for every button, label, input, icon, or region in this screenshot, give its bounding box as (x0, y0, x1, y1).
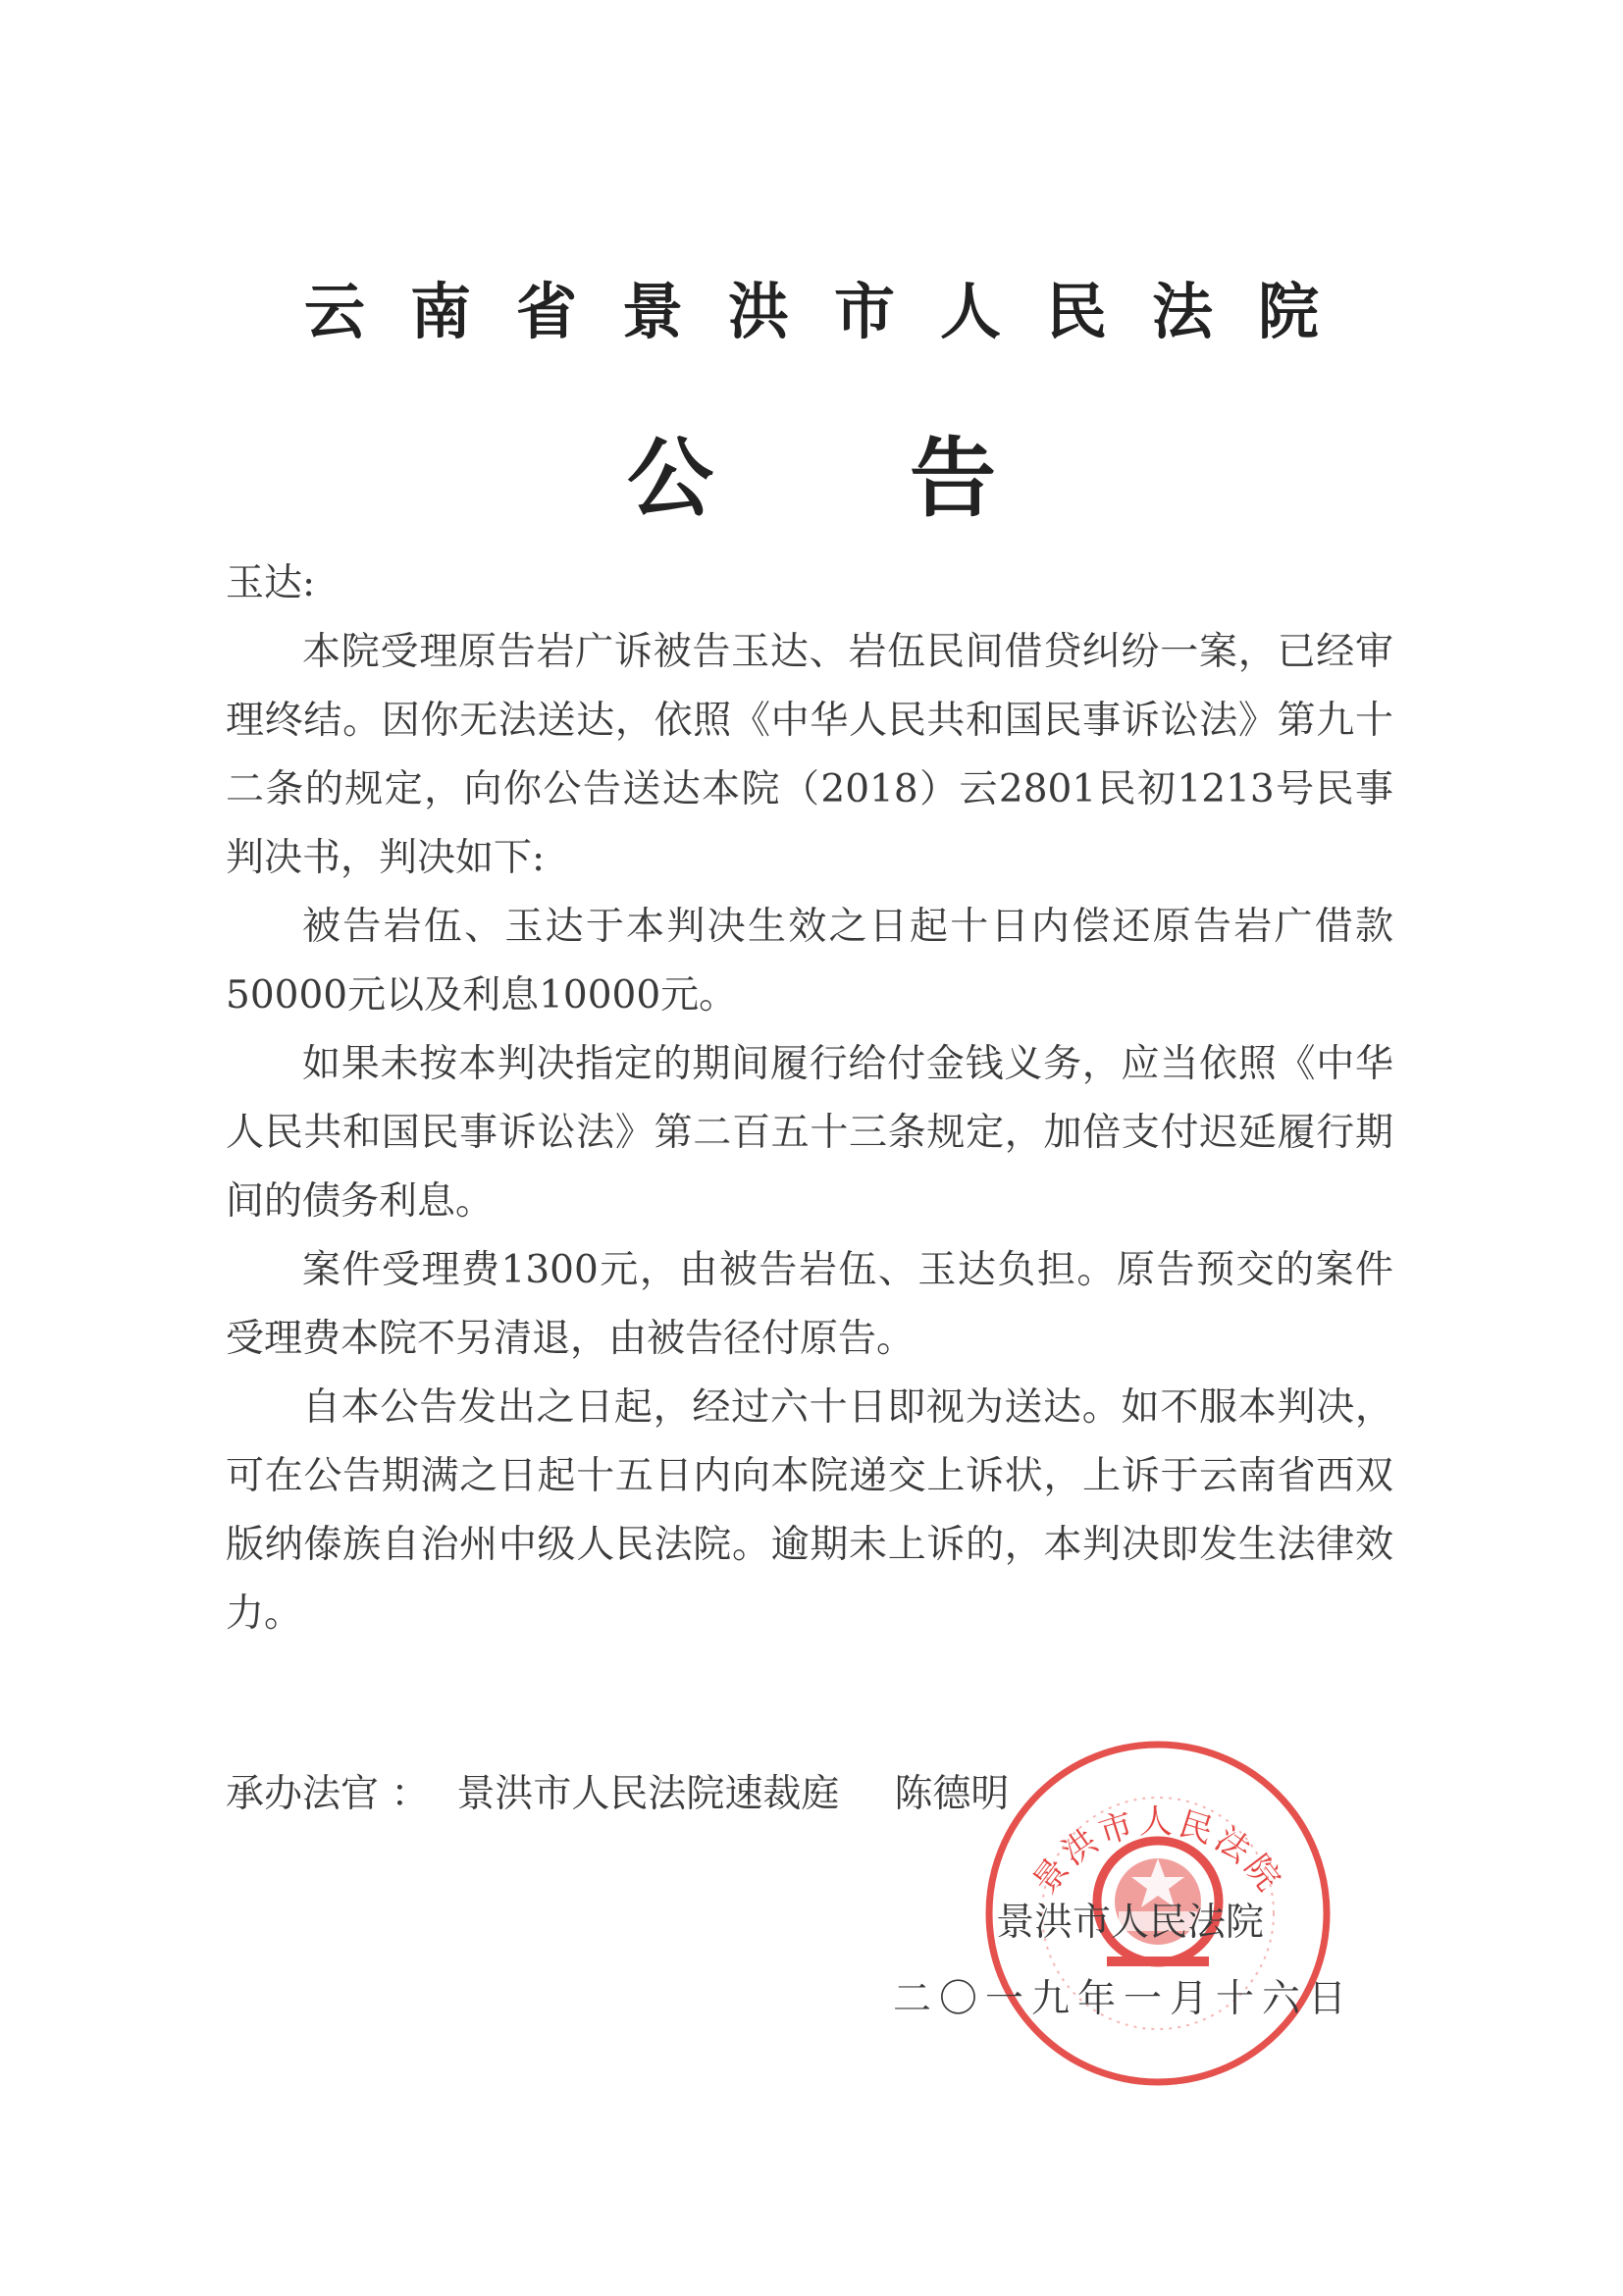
paragraph-case-summary: 本院受理原告岩广诉被告玉达、岩伍民间借贷纠纷一案，已经审理终结。因你无法送达，依照《中华人民共和国民事诉讼法》第九十二条的规定，向你公告送达本院（2018）云2801民初1213号民事判决书，判决如下: (226, 630, 1393, 880)
seal-text: 景洪市人民法院 (1025, 1802, 1290, 1902)
issue-date: 二〇一九年一月十六日 (893, 1977, 1355, 2021)
document-title: 公告 (626, 427, 1192, 529)
judge-department: 景洪市人民法院速裁庭 (456, 1772, 840, 1816)
issuing-court: 景洪市人民法院 (996, 1901, 1265, 1945)
addressee: 玉达: (226, 561, 316, 605)
paragraph-judgment: 被告岩伍、玉达于本判决生效之日起十日内偿还原告岩广借款50000元以及利息10000元。 (226, 905, 1393, 1018)
court-name-heading: 云南省景洪市人民法院 (303, 276, 1364, 347)
notice-body (226, 549, 1393, 1648)
paragraph-late-interest: 如果未按本判决指定的期间履行给付金钱义务，应当依照《中华人民共和国民事诉讼法》第二百五十三条规定，加倍支付迟延履行期间的债务利息。 (226, 1042, 1393, 1224)
judge-name: 陈德明 (894, 1772, 1010, 1816)
paragraph-court-fee: 案件受理费1300元，由被告岩伍、玉达负担。原告预交的案件受理费本院不另清退，由被告径付原告。 (226, 1248, 1393, 1361)
judge-signature-line (226, 1763, 1009, 1818)
paragraph-service-and-appeal: 自本公告发出之日起，经过六十日即视为送达。如不服本判决，可在公告期满之日起十五日内向本院递交上诉状，上诉于云南省西双版纳傣族自治州中级人民法院。逾期未上诉的，本判决即发生法律效力。 (226, 1385, 1393, 1636)
judge-label: 承办法官 ： (226, 1772, 430, 1816)
